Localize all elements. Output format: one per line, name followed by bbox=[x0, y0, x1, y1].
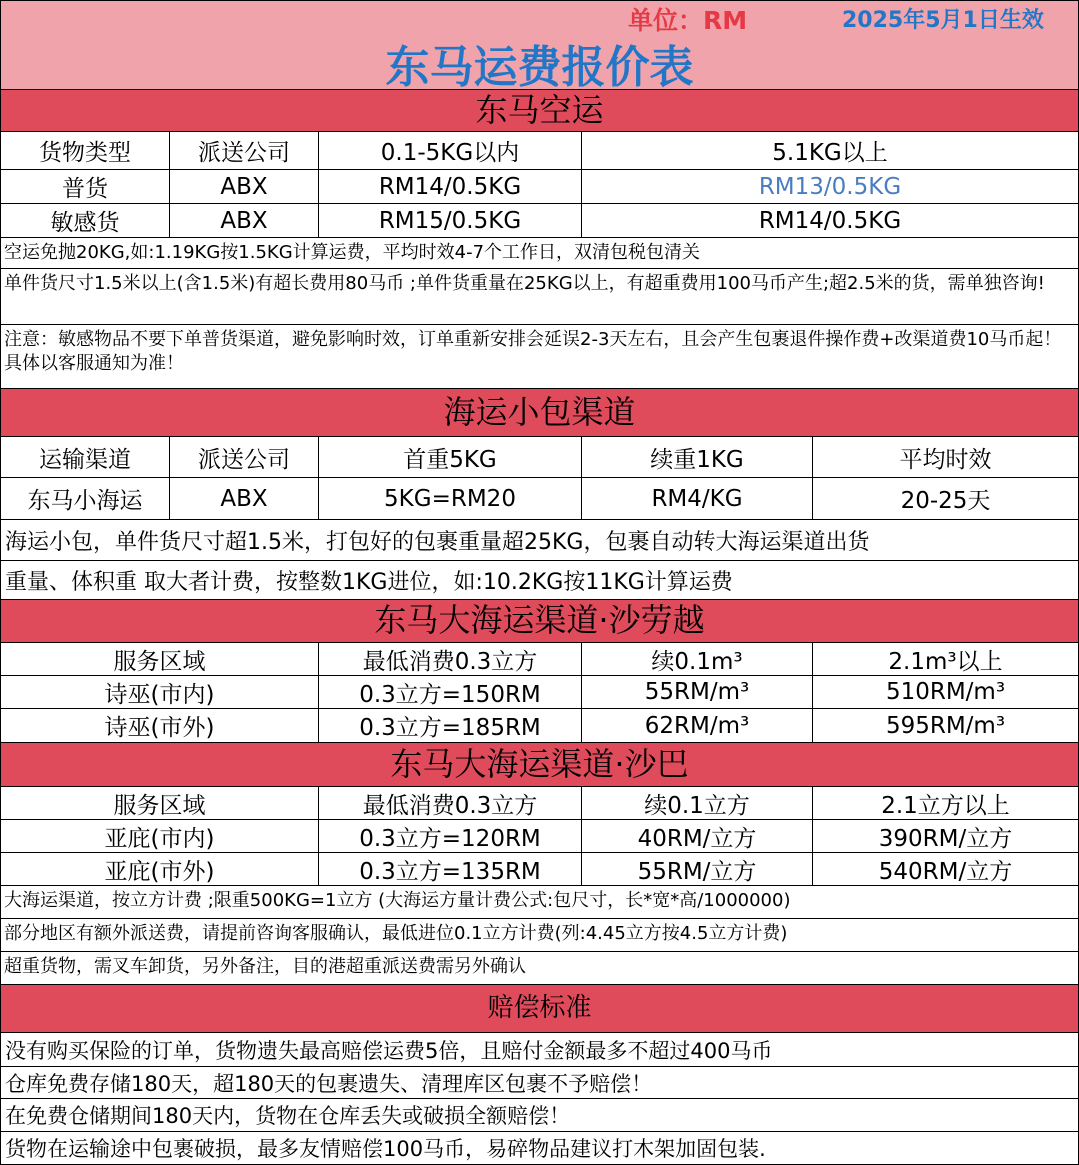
table-cell: ABX bbox=[170, 478, 319, 519]
table-cell: 诗巫(市内) bbox=[1, 676, 319, 708]
page-title: 东马运费报价表 bbox=[385, 42, 694, 90]
table-cell: 390RM/立方 bbox=[878, 825, 1013, 852]
table-cell: ABX bbox=[170, 204, 319, 237]
sarawak-header-row bbox=[1, 643, 1078, 676]
table-cell: 敏感货 bbox=[1, 204, 170, 237]
table-cell: RM15/0.5KG bbox=[319, 204, 582, 237]
sabah-note: 超重货物，需叉车卸货，另外备注，目的港超重派送费需另外确认 bbox=[1, 952, 1078, 985]
air-header-cell: 派送公司 bbox=[170, 132, 319, 169]
effective-date: 2025年5月1日生效 bbox=[842, 8, 1044, 33]
table-cell: RM13/0.5KG bbox=[758, 173, 902, 200]
sea-small-header-cell: 平均时效 bbox=[899, 446, 992, 473]
table-cell: 亚庇(市内) bbox=[1, 820, 319, 852]
sea-small-header-cell: 派送公司 bbox=[170, 437, 319, 477]
air-note: 注意：敏感物品不要下单普货渠道，避免影响时效，订单重新安排会延误2-3天左右，且会产生包裹退件操作费+改渠道费10马币起！ 具体以客服通知为准！ bbox=[1, 325, 1078, 389]
sabah-note: 部分地区有额外派送费，请提前咨询客服确认，最低进位0.1立方计费(列:4.45立方按4.5立方计费) bbox=[1, 919, 1078, 952]
section-sarawak-title: 东马大海运渠道·沙劳越 bbox=[1, 600, 1078, 643]
table-cell: 普货 bbox=[1, 170, 170, 203]
air-header-cell: 5.1KG以上 bbox=[772, 140, 888, 166]
table-cell: 亚庇(市外) bbox=[1, 853, 319, 885]
sea-small-row bbox=[1, 478, 1078, 520]
table-cell: 540RM/立方 bbox=[878, 858, 1013, 885]
sarawak-header-cell: 最低消费0.3立方 bbox=[319, 643, 582, 675]
sabah-header-cell: 最低消费0.3立方 bbox=[319, 787, 582, 819]
table-cell: 诗巫(市外) bbox=[1, 709, 319, 742]
table-cell: 55RM/m³ bbox=[582, 676, 813, 708]
section-air-title: 东马空运 bbox=[1, 90, 1078, 132]
sea-small-header-cell: 运输渠道 bbox=[1, 437, 170, 477]
air-header-cell: 0.1-5KG以内 bbox=[319, 132, 582, 169]
sabah-row bbox=[1, 853, 1078, 886]
section-compensation-title: 赔偿标准 bbox=[1, 985, 1078, 1033]
sabah-note: 大海运渠道，按立方计费 ;限重500KG=1立方 (大海运方量计费公式:包尺寸，长*宽*高/1000000) bbox=[1, 886, 1078, 919]
compensation-note: 货物在运输途中包裹破损，最多友情赔偿100马币，易碎物品建议打木架加固包装. bbox=[5, 1137, 766, 1161]
sea-small-header-row bbox=[1, 437, 1078, 478]
table-cell: 20-25天 bbox=[900, 488, 991, 514]
section-sea-small-title: 海运小包渠道 bbox=[1, 389, 1078, 437]
air-header-row bbox=[1, 132, 1078, 170]
table-cell: RM14/0.5KG bbox=[758, 207, 902, 234]
sabah-row bbox=[1, 820, 1078, 853]
air-note: 单件货尺寸1.5米以上(含1.5米)有超长费用80马币 ;单件货重量在25KG以上，有超重费用100马币产生;超2.5米的货，需单独咨询! bbox=[1, 269, 1078, 325]
sabah-header-cell: 服务区域 bbox=[1, 787, 319, 819]
table-cell: 510RM/m³ bbox=[885, 679, 1006, 705]
sabah-header-cell: 2.1立方以上 bbox=[881, 792, 1010, 819]
table-cell: 40RM/立方 bbox=[582, 820, 813, 852]
sabah-header-cell: 续0.1立方 bbox=[582, 787, 813, 819]
sabah-header-row bbox=[1, 787, 1078, 820]
air-row-sensitive bbox=[1, 204, 1078, 238]
table-cell: 东马小海运 bbox=[1, 478, 170, 519]
table-cell: 0.3立方=185RM bbox=[319, 709, 582, 742]
table-cell: 62RM/m³ bbox=[582, 709, 813, 742]
air-header-cell: 货物类型 bbox=[1, 132, 170, 169]
sarawak-row bbox=[1, 676, 1078, 709]
table-cell: RM14/0.5KG bbox=[319, 170, 582, 203]
compensation-note: 在免费仓储期间180天内，货物在仓库丢失或破损全额赔偿！ bbox=[1, 1099, 1078, 1132]
compensation-note: 仓库免费存储180天，超180天的包裹遗失、清理库区包裹不予赔偿！ bbox=[1, 1067, 1078, 1099]
sarawak-header-cell: 2.1m³以上 bbox=[888, 648, 1003, 675]
air-note: 空运免抛20KG,如:1.19KG按1.5KG计算运费，平均时效4-7个工作日，双清包税包清关 bbox=[1, 238, 1078, 269]
table-cell: 0.3立方=120RM bbox=[319, 820, 582, 852]
table-cell: ABX bbox=[170, 170, 319, 203]
sarawak-header-cell: 续0.1m³ bbox=[582, 643, 813, 675]
table-cell: 0.3立方=135RM bbox=[319, 853, 582, 885]
table-cell: 55RM/立方 bbox=[582, 853, 813, 885]
compensation-note: 没有购买保险的订单，货物遗失最高赔偿运费5倍，且赔付金额最多不超过400马币 bbox=[1, 1033, 1078, 1067]
header-banner bbox=[1, 1, 1078, 90]
table-cell: 5KG=RM20 bbox=[319, 478, 582, 519]
table-cell: RM4/KG bbox=[582, 478, 813, 519]
sea-small-header-cell: 首重5KG bbox=[319, 437, 582, 477]
sea-small-header-cell: 续重1KG bbox=[582, 437, 813, 477]
sea-small-note: 海运小包，单件货尺寸超1.5米，打包好的包裹重量超25KG，包裹自动转大海运渠道出货 bbox=[1, 520, 1078, 561]
section-sabah-title: 东马大海运渠道·沙巴 bbox=[1, 743, 1078, 787]
sarawak-row bbox=[1, 709, 1078, 743]
table-cell: 0.3立方=150RM bbox=[319, 676, 582, 708]
sea-small-note: 重量、体积重 取大者计费，按整数1KG进位，如:10.2KG按11KG计算运费 bbox=[1, 561, 1078, 600]
unit-label: 单位：RM bbox=[628, 6, 748, 35]
sarawak-header-cell: 服务区域 bbox=[1, 643, 319, 675]
air-row-general bbox=[1, 170, 1078, 204]
table-cell: 595RM/m³ bbox=[885, 712, 1006, 739]
